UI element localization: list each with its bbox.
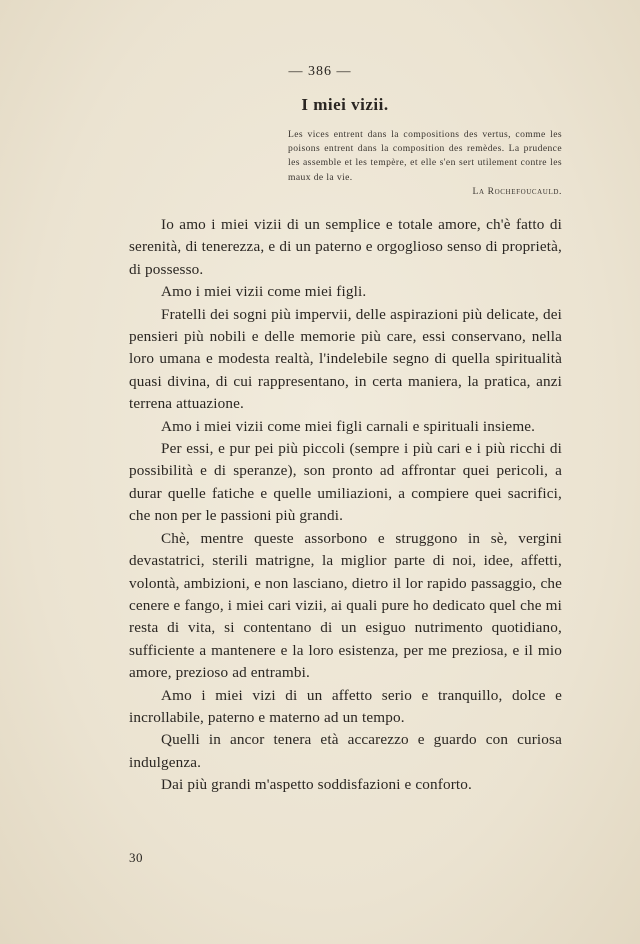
paragraph: Amo i miei vizii come miei figli.	[161, 283, 367, 301]
page-number: — 386 —	[288, 64, 352, 79]
paragraph: Fratelli dei sogni più impervii, delle aspirazioni più delicate, dei pensieri più nobili e delle memorie più care, essi conservano, nella loro umana e modesta realtà, l'indelebile segno di quella spiritualità quasi divina, di cui rappresentano, in certa maniera, la pratica, anzi terrena attuazione.	[129, 305, 562, 413]
epigraph-author: La Rochefoucauld.	[472, 185, 562, 197]
epigraph-text: Les vices entrent dans la compositions des vertus, comme les poisons entrent dans la composition des remèdes. La prudence les assemble et les tempère, et elle s'en sert utilement contre les maux de la vie.	[288, 129, 562, 183]
paragraph: Io amo i miei vizii di un semplice e totale amore, ch'è fatto di serenità, di tenerezza, e di un paterno e orgoglioso senso di proprietà, di possesso.	[129, 216, 562, 278]
paragraph: Amo i miei vizi di un affetto serio e tranquillo, dolce e incrollabile, paterno e materno ad un tempo.	[129, 686, 562, 726]
paragraph: Quelli in ancor tenera età accarezzo e guardo con curiosa indulgenza.	[129, 731, 562, 771]
chapter-title: I miei vizii.	[301, 95, 389, 114]
paragraph: Chè, mentre queste assorbono e struggono in sè, vergini devastatrici, sterili matrigne, la miglior parte di noi, idee, affetti, volontà, ambizioni, e non lasciano, dietro il lor rapido passaggio, che cenere e fango, i miei cari vizii, ai quali pure ho dedicato quel che mi resta di vita, si contentano di un esiguo nutrimento quotidiano, sufficiente a mantenere e la loro esistenza, per me preziosa, e il mio amore, prezioso ad entrambi.	[129, 529, 562, 682]
paragraph: Per essi, e pur pei più piccoli (sempre i più cari e i più ricchi di possibilità e di speranze), son pronto ad affrontar quei pericoli, a durar quelle fatiche e quelle umiliazioni, a compiere quei sacrifici, che non per le passioni più grandi.	[129, 440, 562, 525]
paragraph: Amo i miei vizii come miei figli carnali e spirituali insieme.	[161, 417, 536, 435]
epigraph	[288, 128, 562, 199]
body-text	[129, 214, 562, 797]
signature-folio: 30	[129, 850, 143, 865]
paragraph: Dai più grandi m'aspetto soddisfazioni e conforto.	[161, 776, 472, 794]
